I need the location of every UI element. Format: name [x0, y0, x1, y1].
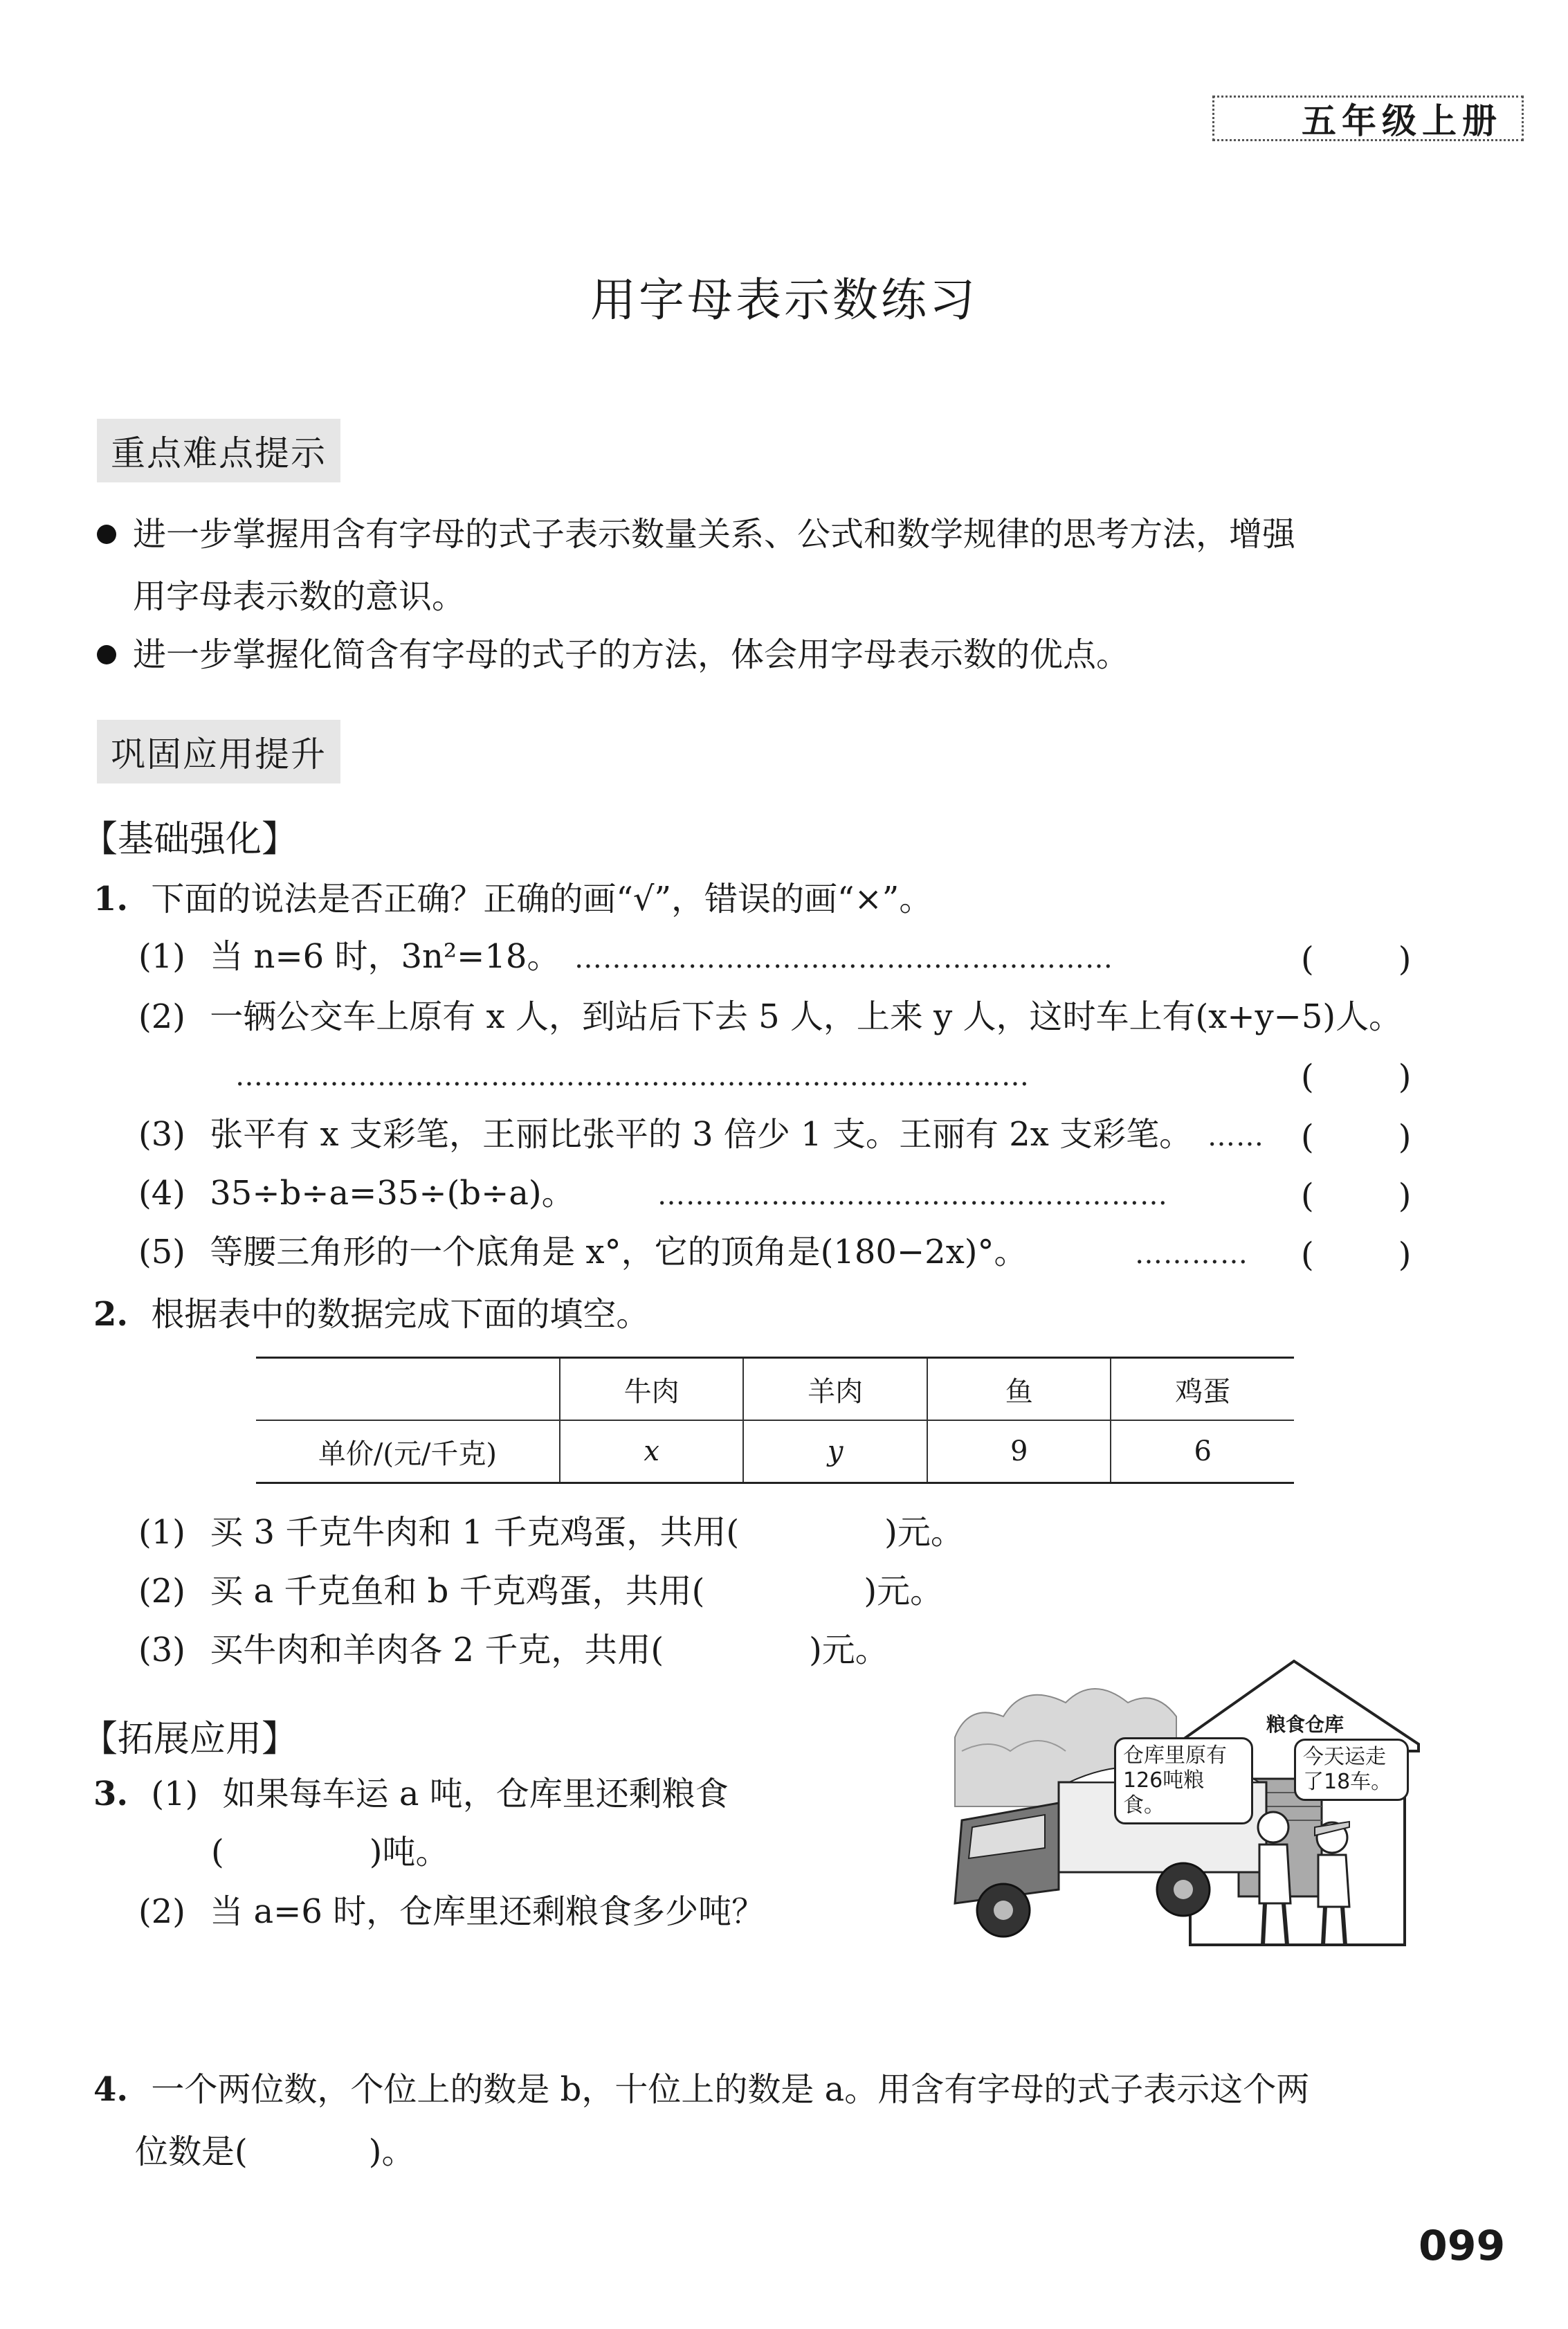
item-label: (1): [151, 1775, 199, 1813]
q1-item-2: [138, 997, 1403, 1036]
question-stem: 根据表中的数据完成下面的填空。: [151, 1295, 650, 1334]
item-label: (2): [138, 1892, 185, 1931]
answer-blank[interactable]: ( ): [1301, 1118, 1412, 1157]
item-tail: )元。: [809, 1631, 888, 1669]
table-row: [256, 1420, 1294, 1482]
table-cell: 9: [927, 1420, 1111, 1482]
q2-item-2: [138, 1572, 944, 1611]
q1-item-4: [138, 1174, 575, 1213]
table-header-mutton: 羊肉: [743, 1359, 927, 1420]
blank-close: )。: [368, 2132, 415, 2171]
bullet-icon: [97, 525, 116, 544]
q2-item-3: [138, 1633, 888, 1667]
question-4-line-2: [135, 2132, 415, 2171]
section-heading-practice: 巩固应用提升: [97, 720, 340, 783]
q1-item-1: [138, 937, 560, 976]
question-number: 1.: [93, 880, 129, 918]
table-header-fish: 鱼: [927, 1359, 1111, 1420]
leader-dots: …………: [1135, 1238, 1248, 1270]
item-text: 当 a=6 时，仓库里还剩粮食多少吨？: [210, 1892, 765, 1931]
warehouse-sign: 粮食仓库: [1266, 1713, 1344, 1736]
answer-blank[interactable]: ( ): [1301, 1177, 1412, 1215]
item-tail: )元。: [864, 1572, 944, 1611]
question-line-1: 一个两位数，个位上的数是 b，十位上的数是 a。用含有字母的式子表示这个两: [151, 2070, 1310, 2109]
blank-open: (: [211, 1833, 224, 1872]
table-cell: 6: [1111, 1420, 1294, 1482]
answer-blank[interactable]: ( ): [1301, 1235, 1412, 1274]
truck-warehouse-illustration: [948, 1640, 1432, 1966]
q3-item-1-blank: [211, 1833, 449, 1872]
question-1: [93, 882, 932, 916]
item-label: (2): [138, 1572, 185, 1611]
item-label: (1): [138, 937, 185, 976]
question-4: [93, 2070, 1310, 2109]
q3-item-2: [138, 1892, 765, 1931]
q2-item-1: [138, 1513, 964, 1552]
table-cell: [256, 1359, 560, 1420]
item-text: 张平有 x 支彩笔，王丽比张平的 3 倍少 1 支。王丽有 2x 支彩笔。: [210, 1115, 1193, 1154]
page-title: 用字母表示数练习: [590, 273, 978, 327]
bullet-icon: [97, 645, 116, 664]
item-text: 35÷b÷a=35÷(b÷a)。: [210, 1174, 575, 1213]
bullet-1-line-1: 进一步掌握用含有字母的式子表示数量关系、公式和数学规律的思考方法，增强: [133, 515, 1296, 554]
item-label: (3): [138, 1115, 185, 1154]
item-label: (1): [138, 1513, 185, 1552]
question-3: [93, 1777, 729, 1811]
question-number: 3.: [93, 1775, 129, 1813]
page-number: 099: [1419, 2222, 1506, 2270]
item-text: 一辆公交车上原有 x 人，到站后下去 5 人，上来 y 人，这时车上有(x+y−5)人。: [210, 997, 1403, 1036]
table-cell: x: [560, 1420, 744, 1482]
item-text: 买 3 千克牛肉和 1 千克鸡蛋，共用(: [210, 1513, 740, 1552]
grade-text: 五年级上册: [1302, 101, 1502, 141]
table-header-egg: 鸡蛋: [1111, 1359, 1294, 1420]
section-heading-key-points: 重点难点提示: [97, 419, 340, 482]
leader-dots: …………………………………………………: [574, 943, 1113, 975]
leader-dots: ………………………………………………: [657, 1179, 1168, 1211]
answer-blank[interactable]: ( ): [1301, 1058, 1412, 1096]
item-text: 当 n=6 时，3n²=18。: [210, 937, 560, 976]
basic-heading: 【基础强化】: [82, 819, 298, 860]
bullet-2-line-1: 进一步掌握化简含有字母的式子的方法，体会用字母表示数的优点。: [133, 635, 1130, 674]
leader-dots: ……: [1207, 1121, 1264, 1152]
table-row-label: 单价/(元/千克): [318, 1438, 498, 1470]
item-label: (5): [138, 1233, 185, 1271]
speech-bubble-shipped: 今天运走了18车。: [1294, 1739, 1409, 1801]
item-label: (3): [138, 1631, 185, 1669]
table-header-beef: 牛肉: [560, 1359, 744, 1420]
question-stem: 下面的说法是否正确？正确的画“√”，错误的画“×”。: [151, 880, 933, 918]
question-number: 4.: [93, 2070, 129, 2109]
item-text: 买 a 千克鱼和 b 千克鸡蛋，共用(: [210, 1572, 705, 1611]
question-number: 2.: [93, 1295, 129, 1334]
price-table: [256, 1357, 1294, 1484]
grade-label: [1212, 96, 1524, 141]
extend-heading: 【拓展应用】: [82, 1719, 298, 1760]
item-text: 如果每车运 a 吨，仓库里还剩粮食: [222, 1775, 729, 1813]
blank-close: )吨。: [369, 1833, 449, 1872]
item-label: (2): [138, 997, 185, 1036]
table-cell: y: [743, 1420, 927, 1482]
blank-open: 位数是(: [135, 2132, 248, 2171]
item-text: 买牛肉和羊肉各 2 千克，共用(: [210, 1631, 664, 1669]
item-text: 等腰三角形的一个底角是 x°，它的顶角是(180−2x)°。: [210, 1233, 1028, 1271]
question-2: [93, 1295, 650, 1334]
q1-item-3: [138, 1115, 1193, 1154]
item-label: (4): [138, 1174, 185, 1213]
bullet-1-line-2: 用字母表示数的意识。: [133, 577, 466, 616]
q1-item-5: [138, 1235, 1028, 1269]
item-tail: )元。: [884, 1513, 964, 1552]
answer-blank[interactable]: ( ): [1301, 940, 1412, 979]
speech-bubble-original-stock: 仓库里原有126吨粮食。: [1114, 1737, 1253, 1824]
leader-dots: …………………………………………………………………………: [235, 1060, 1030, 1092]
table-header-row: [256, 1359, 1294, 1420]
